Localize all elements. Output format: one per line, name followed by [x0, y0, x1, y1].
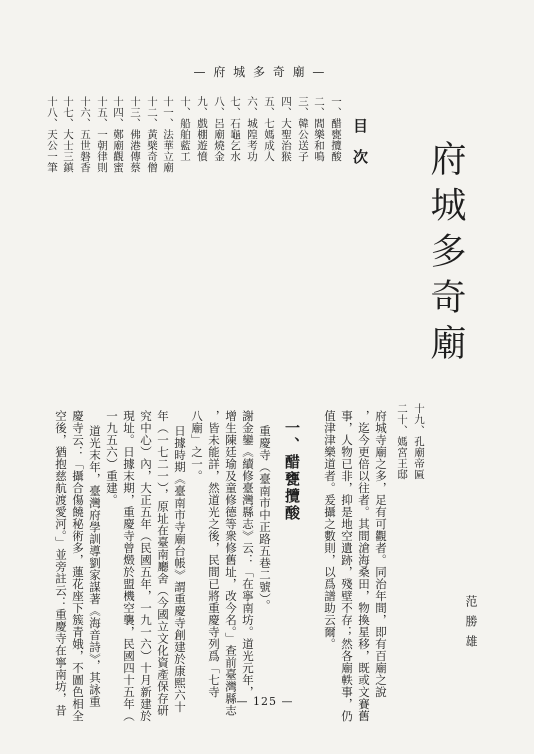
body-column: 重慶寺（臺南市中正路五巷二號）。 [258, 425, 272, 612]
toc-item: 十五、一朝律則 [96, 96, 108, 173]
body-column: 日據時期《臺南市寺廟台帳》謂重慶寺創建於康熙六十 [173, 425, 187, 713]
body-column: 慶寺云：「攝合傷饒秘術多，蓮花座下簇青娥，不圖色相全 [71, 410, 85, 722]
body-column: 現址。日據末期，重慶寺曾燬於盟機空襲，民國四十五年（ [122, 410, 136, 722]
toc-item: 三、韓公送子 [297, 96, 309, 162]
toc-item: 十八、天公一筆 [46, 96, 58, 173]
toc-item: 九、戲棚遊憤 [196, 96, 208, 162]
body-column: 謝金鑾《續修臺灣縣志》云：「在寧南坊。道光元年， [241, 410, 255, 698]
body-column: 八廟」之一。 [190, 410, 204, 482]
section-heading: 一、醋甕攬酸 [283, 420, 301, 522]
body-column: 增生陳廷瑜及童修德等衆修舊址，改今名。」查前臺灣縣志 [224, 410, 238, 717]
body-column: 究中心）內，大正五年（民國五年，一九一六）十月新建於 [139, 410, 153, 722]
toc-item: 六、城隍考功 [246, 96, 258, 162]
body-column: 一九五六）重建。 [105, 410, 119, 506]
body-column: ，皆未能詳，然道光之後，民間已將重慶寺列爲「七寺 [207, 410, 221, 698]
intro-column: 事，人物已非，抑是地空遺跡，殘壁不存；然各廟軼事，仍 [340, 410, 354, 722]
intro-column: 府城寺廟之多，足有可觀者。同治年間，即有百廟之說 [374, 410, 388, 698]
toc-item: 十九、孔廟帝匾 [413, 403, 425, 480]
running-header: — 府 城 多 奇 廟 — [193, 65, 327, 79]
toc-item: 十六、五世磐香 [79, 96, 91, 173]
toc-item: 十七、大士三鎮 [62, 96, 74, 173]
toc-item: 一、醋甕攬酸 [330, 96, 342, 162]
toc-item: 十三、佛港傳蔡 [129, 96, 141, 173]
toc-item: 十二、黃檗奇僧 [146, 96, 158, 173]
toc-item: 五、七媽成人 [263, 96, 275, 162]
body-column: 年（一七二一），原址在臺南廳舍（今國立文化資產保存研 [156, 410, 170, 717]
article-title: 府城多奇廟 [425, 140, 466, 370]
toc-item: 十、船舶藍工 [179, 96, 191, 162]
toc-item: 二、閻樂和鳴 [313, 96, 325, 162]
body-column: 道光末年，臺灣府學訓導劉家謀著《海音詩》，其詠重 [88, 425, 102, 708]
intro-column: 值津津樂道者。爰攝之數則，以爲譜助云爾。 [323, 410, 337, 650]
toc-item: 八、呂廟燒金 [213, 96, 225, 162]
toc-label: 目次 [351, 118, 369, 180]
toc-item: 二十、媽宮王邸 [396, 403, 408, 480]
author-name: 范勝雄 [464, 595, 478, 655]
toc-item: 十一、法華立廟 [162, 96, 174, 173]
toc-item: 七、石龜乞水 [229, 96, 241, 162]
page-number: — 125 — [236, 695, 294, 708]
toc-item: 十四、鄭廟觀蜜 [112, 96, 124, 173]
toc-item: 四、大聖治猴 [280, 96, 292, 162]
intro-column: ，迄今更倍以往者。其間滄海桑田，物換星移，既或文賽舊 [357, 410, 371, 722]
body-column: 空後，猶抱慈航渡愛河。」並旁註云：重慶寺在寧南坊，昔 [54, 410, 68, 717]
